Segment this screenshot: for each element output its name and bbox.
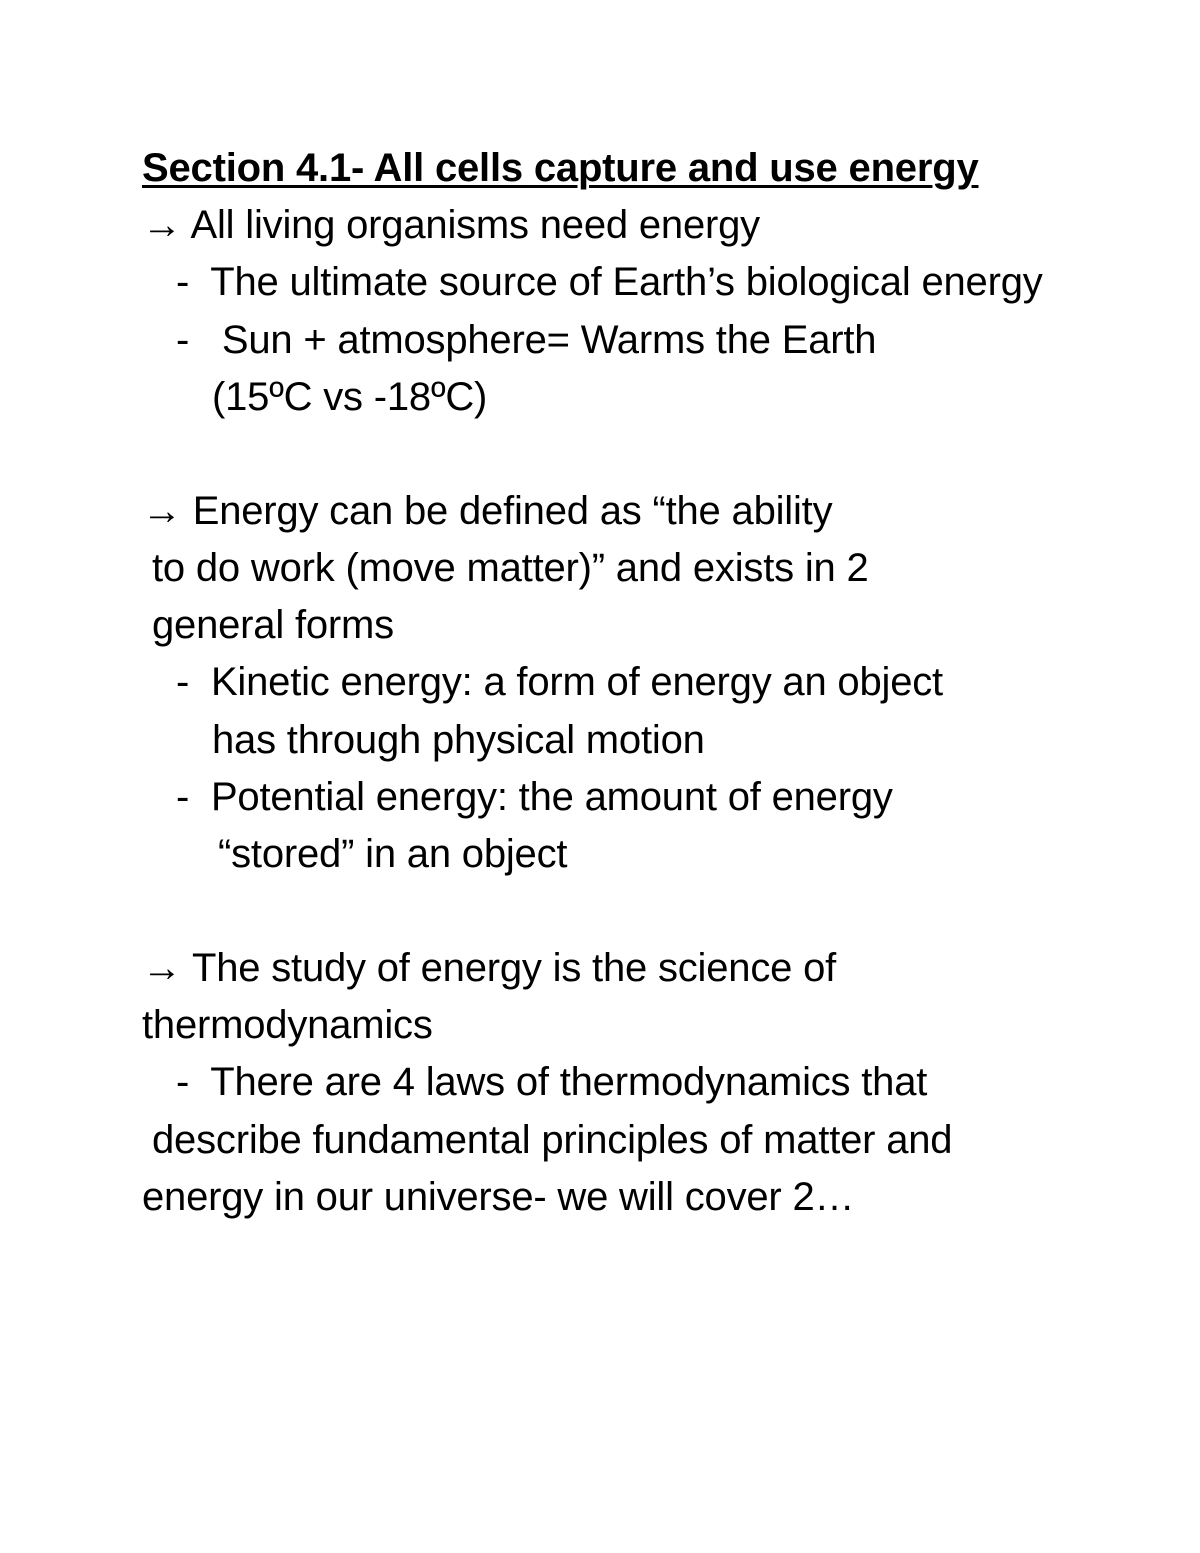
text-line: general forms [152,603,394,647]
text-line: describe fundamental principles of matter and [152,1118,953,1162]
text-line: → The study of energy is the science of [142,946,837,990]
text-line: has through physical motion [212,718,705,762]
section-heading: Section 4.1- All cells capture and use energy [142,146,979,190]
text-line: energy in our universe- we will cover 2… [142,1175,855,1219]
text-line: to do work (move matter)” and exists in 2 [152,546,869,590]
text-line: “stored” in an object [218,832,568,876]
bullet-line: - Potential energy: the amount of energy [176,775,893,819]
text-line: thermodynamics [142,1003,433,1047]
bullet-line: - There are 4 laws of thermodynamics that [176,1060,928,1104]
text-line: → Energy can be defined as “the ability [142,489,833,533]
text-line: (15ºC vs -18ºC) [212,375,488,419]
bullet-line: - Sun + atmosphere= Warms the Earth [176,318,877,362]
bullet-line: - Kinetic energy: a form of energy an object [176,660,943,704]
text-line: → All living organisms need energy [142,203,760,247]
bullet-line: - The ultimate source of Earth’s biological energy [176,260,1043,304]
